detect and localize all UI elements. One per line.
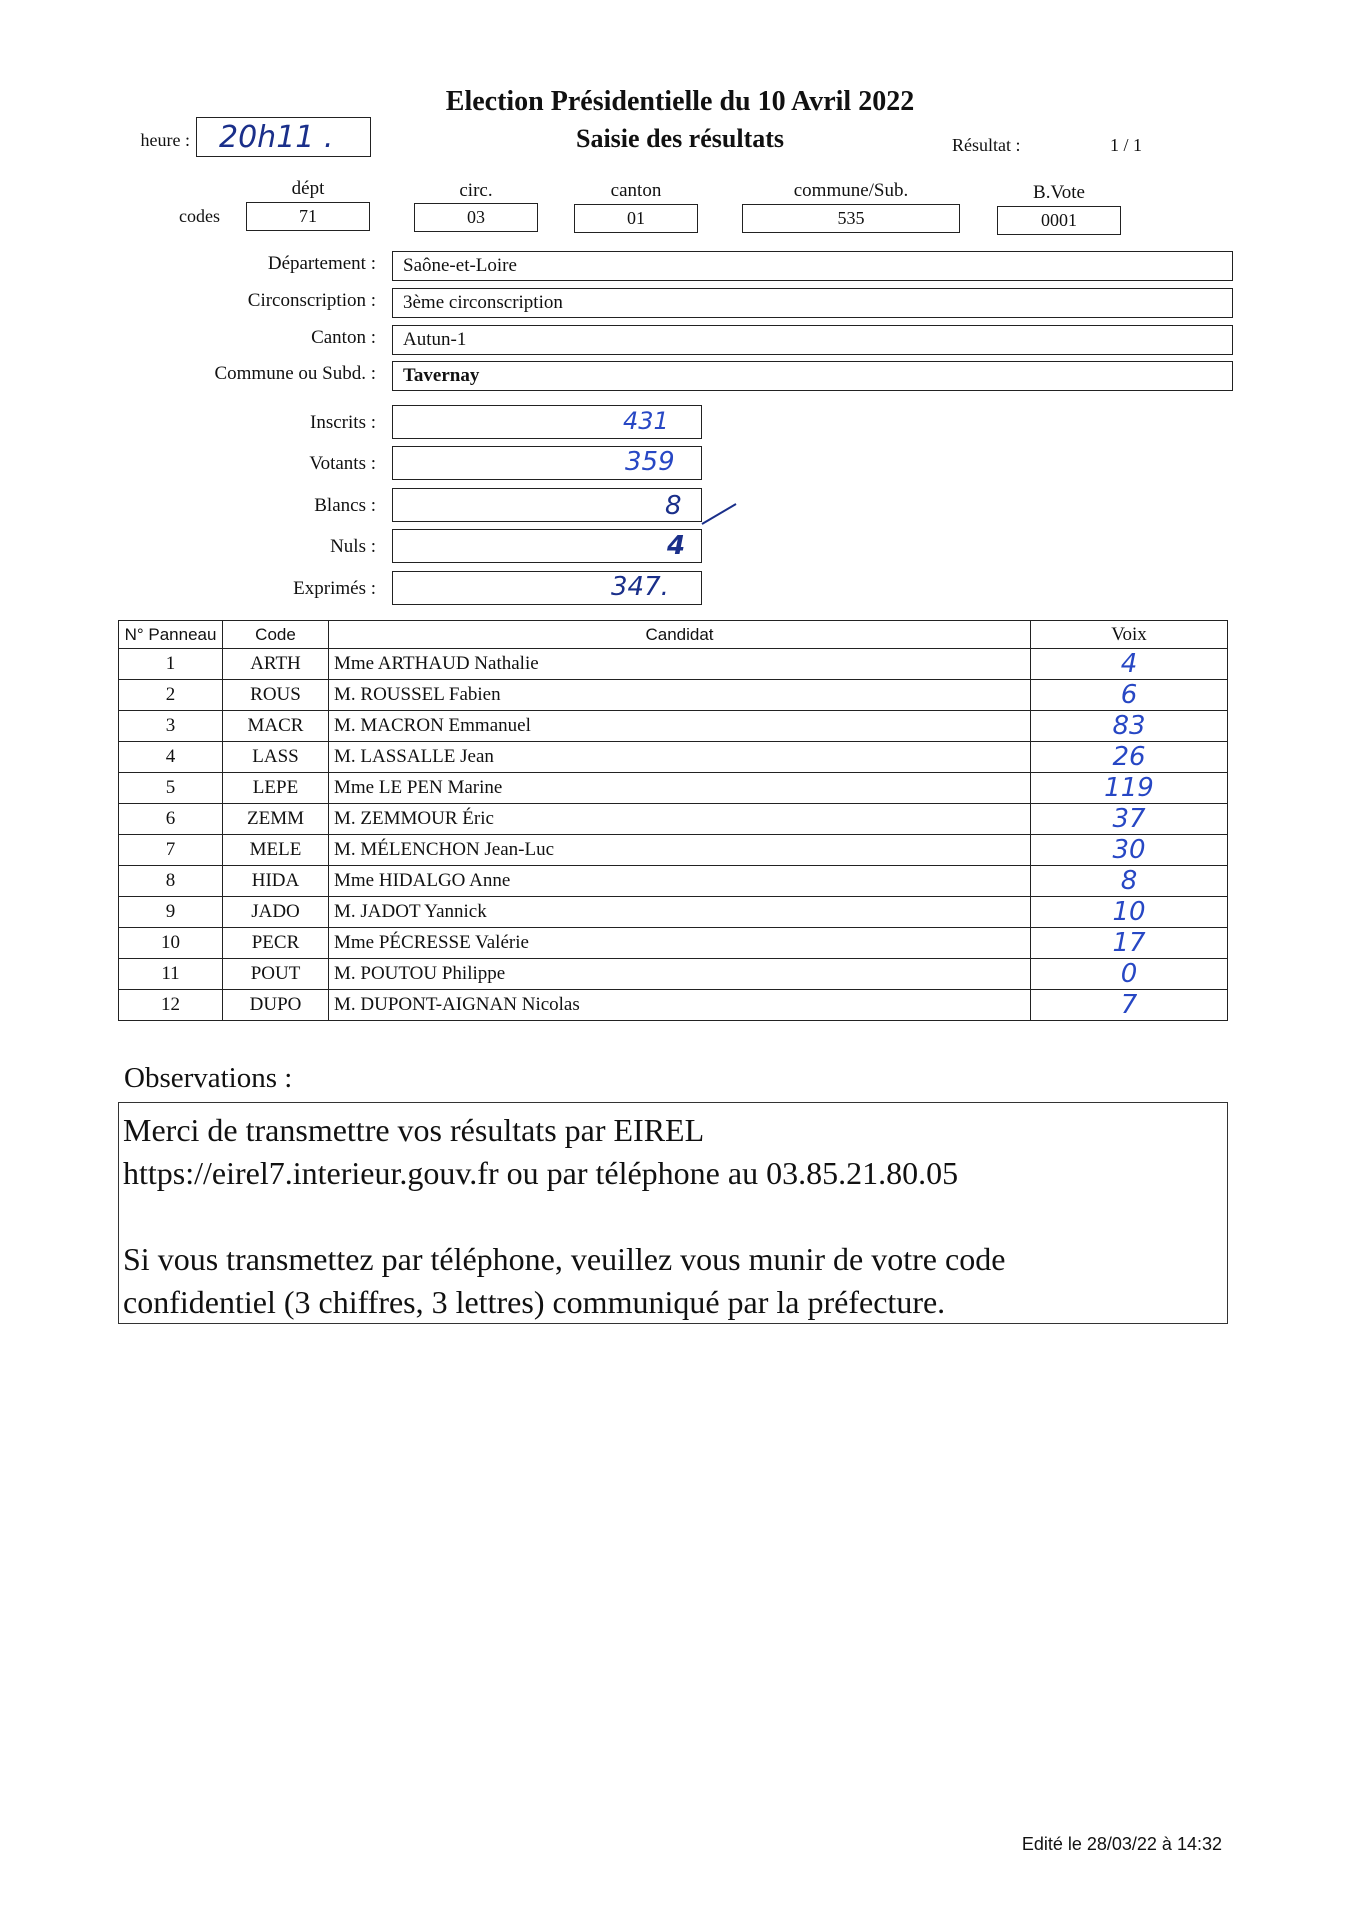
code-cell: ZEMM xyxy=(223,804,329,835)
results-table xyxy=(118,620,1228,1021)
votants-label: Votants : xyxy=(309,453,376,474)
observations-spacer xyxy=(123,1195,1223,1238)
panneau-cell: 8 xyxy=(119,866,223,897)
table-row xyxy=(119,835,1228,866)
observations-line: Si vous transmettez par téléphone, veuillez vous munir de votre code xyxy=(123,1241,1006,1277)
check-mark-icon xyxy=(700,500,740,530)
panneau-cell: 1 xyxy=(119,649,223,680)
voix-cell[interactable]: 0 xyxy=(1031,959,1228,990)
commune-value: Tavernay xyxy=(403,365,480,386)
observations-line: confidentiel (3 chiffres, 3 lettres) communiqué par la préfecture. xyxy=(123,1284,946,1320)
table-row xyxy=(119,773,1228,804)
nuls-value: 4 xyxy=(667,531,686,561)
voix-cell[interactable]: 17 xyxy=(1031,928,1228,959)
voix-cell[interactable]: 83 xyxy=(1031,711,1228,742)
candidat-cell: M. JADOT Yannick xyxy=(329,897,1031,928)
heure-label: heure : xyxy=(140,130,190,150)
table-row xyxy=(119,959,1228,990)
commune-code-label: commune/Sub. xyxy=(793,180,909,201)
voix-cell[interactable]: 26 xyxy=(1031,742,1228,773)
candidat-cell: M. POUTOU Philippe xyxy=(329,959,1031,990)
circ-code-label: circ. xyxy=(459,180,493,201)
code-cell: MELE xyxy=(223,835,329,866)
blancs-label: Blancs : xyxy=(314,495,376,516)
dept-code-label: dépt xyxy=(291,178,325,199)
canton-code-value: 01 xyxy=(627,208,645,228)
nuls-label: Nuls : xyxy=(330,536,376,557)
panneau-cell: 5 xyxy=(119,773,223,804)
votants-value: 359 xyxy=(625,447,675,477)
panneau-cell: 4 xyxy=(119,742,223,773)
observations-label: Observations : xyxy=(124,1062,293,1094)
candidat-cell: Mme LE PEN Marine xyxy=(329,773,1031,804)
voix-cell[interactable]: 10 xyxy=(1031,897,1228,928)
resultat-label: Résultat : xyxy=(952,135,1021,155)
voix-cell[interactable]: 8 xyxy=(1031,866,1228,897)
edited-date: Edité le 28/03/22 à 14:32 xyxy=(1021,1834,1222,1854)
code-cell: MACR xyxy=(223,711,329,742)
voix-cell[interactable]: 119 xyxy=(1031,773,1228,804)
circ-code-value: 03 xyxy=(467,207,485,227)
candidat-cell: M. MÉLENCHON Jean-Luc xyxy=(329,835,1031,866)
resultat-value: 1 / 1 xyxy=(1110,135,1143,155)
blancs-field[interactable] xyxy=(392,488,702,522)
panneau-cell: 12 xyxy=(119,990,223,1021)
blancs-value: 8 xyxy=(665,491,682,521)
voix-cell[interactable]: 4 xyxy=(1031,649,1228,680)
table-row xyxy=(119,711,1228,742)
canton-value: Autun-1 xyxy=(403,329,467,350)
canton-code-label: canton xyxy=(610,180,662,201)
table-row xyxy=(119,804,1228,835)
table-row xyxy=(119,742,1228,773)
code-cell: ARTH xyxy=(223,649,329,680)
observations-line: https://eirel7.interieur.gouv.fr ou par téléphone au 03.85.21.80.05 xyxy=(123,1155,959,1191)
votants-field[interactable] xyxy=(392,446,702,480)
candidat-cell: Mme ARTHAUD Nathalie xyxy=(329,649,1031,680)
table-row xyxy=(119,990,1228,1021)
code-cell: ROUS xyxy=(223,680,329,711)
canton-code-field[interactable] xyxy=(574,204,698,233)
bvote-code-value: 0001 xyxy=(1041,210,1077,230)
candidat-cell: Mme HIDALGO Anne xyxy=(329,866,1031,897)
heure-field[interactable] xyxy=(196,117,371,157)
voix-cell[interactable]: 30 xyxy=(1031,835,1228,866)
document-subtitle: Saisie des résultats xyxy=(576,124,784,153)
heure-value: 20h11 . xyxy=(219,120,334,155)
nuls-field[interactable] xyxy=(392,529,702,563)
inscrits-field[interactable] xyxy=(392,405,702,439)
code-cell: PECR xyxy=(223,928,329,959)
exprimes-label: Exprimés : xyxy=(293,578,376,599)
code-cell: LEPE xyxy=(223,773,329,804)
candidat-header: Candidat xyxy=(329,621,1031,649)
panneau-cell: 11 xyxy=(119,959,223,990)
voix-cell[interactable]: 37 xyxy=(1031,804,1228,835)
circonscription-value: 3ème circonscription xyxy=(403,292,563,313)
table-row xyxy=(119,680,1228,711)
commune-field[interactable] xyxy=(392,361,1233,391)
candidat-cell: M. DUPONT-AIGNAN Nicolas xyxy=(329,990,1031,1021)
table-row xyxy=(119,897,1228,928)
dept-code-field[interactable] xyxy=(246,202,370,231)
code-cell: LASS xyxy=(223,742,329,773)
departement-label: Département : xyxy=(267,253,376,274)
code-cell: JADO xyxy=(223,897,329,928)
code-cell: HIDA xyxy=(223,866,329,897)
inscrits-label: Inscrits : xyxy=(310,412,376,433)
panneau-cell: 6 xyxy=(119,804,223,835)
codes-label: codes xyxy=(179,206,220,226)
observations-box xyxy=(118,1102,1228,1324)
canton-field[interactable] xyxy=(392,325,1233,355)
dept-code-value: 71 xyxy=(299,206,317,226)
canton-label: Canton : xyxy=(311,327,376,348)
voix-cell[interactable]: 6 xyxy=(1031,680,1228,711)
candidat-cell: Mme PÉCRESSE Valérie xyxy=(329,928,1031,959)
document-title: Election Présidentielle du 10 Avril 2022 xyxy=(445,86,915,117)
code-header: Code xyxy=(223,621,329,649)
panneau-cell: 2 xyxy=(119,680,223,711)
code-cell: POUT xyxy=(223,959,329,990)
departement-value: Saône-et-Loire xyxy=(403,255,517,276)
circ-code-field[interactable] xyxy=(414,203,538,232)
inscrits-value: 431 xyxy=(623,407,669,435)
exprimes-value: 347. xyxy=(611,572,669,602)
circonscription-label: Circonscription : xyxy=(247,290,376,311)
bvote-code-label: B.Vote xyxy=(1033,182,1085,203)
candidat-cell: M. ZEMMOUR Éric xyxy=(329,804,1031,835)
panneau-cell: 3 xyxy=(119,711,223,742)
panneau-cell: 7 xyxy=(119,835,223,866)
departement-field[interactable] xyxy=(392,251,1233,281)
commune-label: Commune ou Subd. : xyxy=(214,363,376,384)
observations-line: Merci de transmettre vos résultats par EIREL xyxy=(123,1112,705,1148)
panneau-header: N° Panneau xyxy=(119,621,223,649)
exprimes-field[interactable] xyxy=(392,571,702,605)
panneau-cell: 9 xyxy=(119,897,223,928)
code-cell: DUPO xyxy=(223,990,329,1021)
voix-cell[interactable]: 7 xyxy=(1031,990,1228,1021)
circonscription-field[interactable] xyxy=(392,288,1233,318)
candidat-cell: M. LASSALLE Jean xyxy=(329,742,1031,773)
table-row xyxy=(119,866,1228,897)
voix-header: Voix xyxy=(1031,621,1228,649)
bvote-code-field[interactable] xyxy=(997,206,1121,235)
table-header-row xyxy=(119,621,1228,649)
table-row xyxy=(119,649,1228,680)
candidat-cell: M. MACRON Emmanuel xyxy=(329,711,1031,742)
commune-code-field[interactable] xyxy=(742,204,960,233)
commune-code-value: 535 xyxy=(837,208,865,228)
candidat-cell: M. ROUSSEL Fabien xyxy=(329,680,1031,711)
table-row xyxy=(119,928,1228,959)
panneau-cell: 10 xyxy=(119,928,223,959)
